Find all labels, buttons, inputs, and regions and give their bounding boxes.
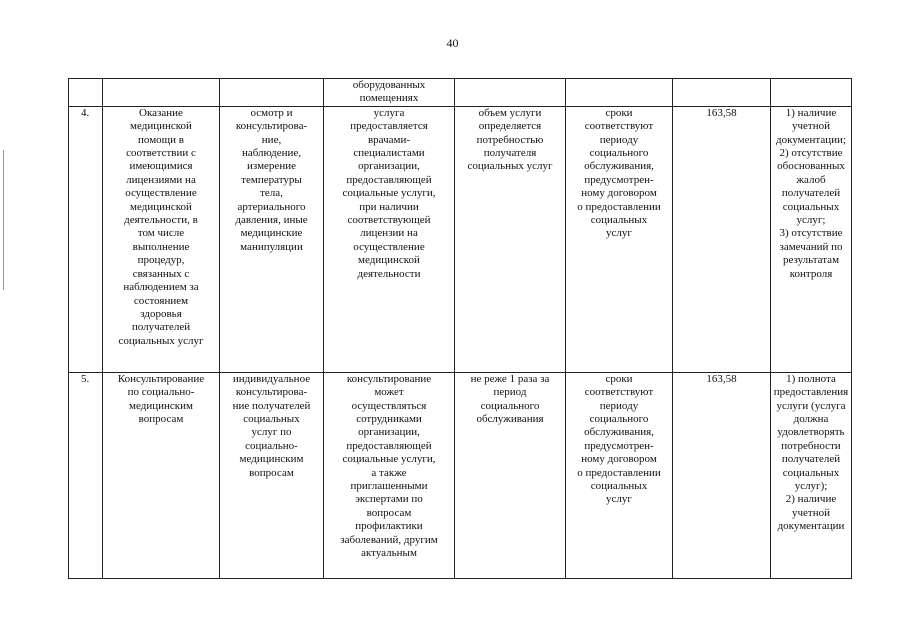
row-number: 5. — [69, 372, 103, 578]
cell-num — [69, 79, 103, 107]
page-number: 40 — [446, 36, 459, 50]
service-volume: не реже 1 раза за период социального обслуживания — [455, 372, 566, 578]
service-description: индивидуальное консультирова- ние получателей социальных услуг по социально- медицинским вопросам — [220, 372, 324, 578]
service-terms: сроки соответствуют периоду социального обслуживания, предусмотрен- ному договором о предоставлении социальных услуг — [566, 106, 673, 372]
service-quality: 1) полнота предоставления услуги (услуга должна удовлетворять потребности получателей социальных услуг); 2) наличие учетной документации — [771, 372, 852, 578]
service-tariff: 163,58 — [673, 106, 771, 372]
continuation-row — [69, 79, 852, 107]
service-conditions: консультирование может осуществляться сотрудниками организации, предоставляющей социальные услуги, а также приглашенными экспертами по вопросам профилактики заболеваний, другим актуальным — [324, 372, 455, 578]
row-number: 4. — [69, 106, 103, 372]
service-quality: 1) наличие учетной документации; 2) отсутствие обоснованных жалоб получателей социальных услуг; 3) отсутствие замечаний по результатам контроля — [771, 106, 852, 372]
service-name: Оказание медицинской помощи в соответствии с имеющимися лицензиями на осуществление медицинской деятельности, в том числе выполнение процедур, связанных с наблюдением за состоянием здоровья получателей социальных услуг — [103, 106, 220, 372]
service-volume: объем услуги определяется потребностью получателя социальных услуг — [455, 106, 566, 372]
cell-quality — [771, 79, 852, 107]
services-table — [68, 78, 852, 579]
service-tariff: 163,58 — [673, 372, 771, 578]
cell-conditions: оборудованных помещениях — [324, 79, 455, 107]
cell-volume — [455, 79, 566, 107]
cell-terms — [566, 79, 673, 107]
table-row — [69, 106, 852, 372]
cell-name — [103, 79, 220, 107]
service-description: осмотр и консультирова- ние, наблюдение, измерение температуры тела, артериального давления, иные медицинские манипуляции — [220, 106, 324, 372]
scan-margin-line — [3, 150, 4, 290]
service-conditions: услуга предоставляется врачами- специалистами организации, предоставляющей социальные услуги, при наличии соответствующей лицензии на осуществление медицинской деятельности — [324, 106, 455, 372]
table-row — [69, 372, 852, 578]
cell-description — [220, 79, 324, 107]
service-name: Консультирование по социально- медицинским вопросам — [103, 372, 220, 578]
service-terms: сроки соответствуют периоду социального обслуживания, предусмотрен- ному договором о предоставлении социальных услуг — [566, 372, 673, 578]
cell-tariff — [673, 79, 771, 107]
